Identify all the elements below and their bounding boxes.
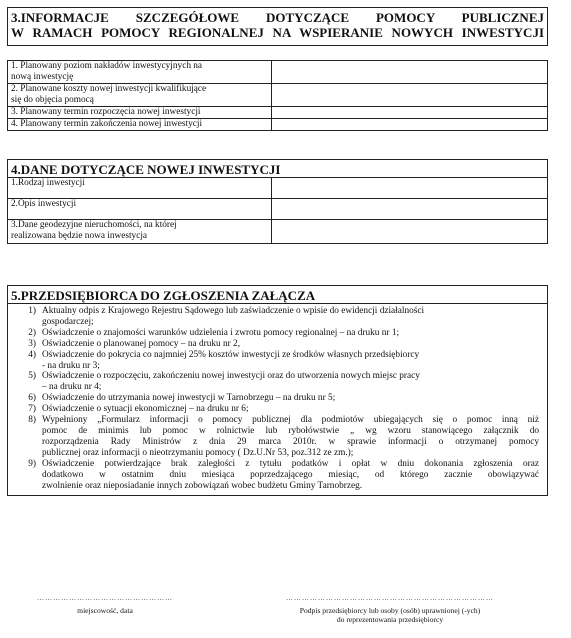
attachments-list [8, 304, 548, 496]
value-cell[interactable] [272, 178, 548, 199]
item-line: Oświadczenie potwierdzające brak zaległości z tytułu podatków i opłat w dniu dokonania zgłoszenia oraz [42, 458, 539, 469]
item-line: – na druku nr 4; [42, 382, 102, 393]
list-item [14, 459, 539, 492]
item-line: Oświadczenie o znajomości warunków udzielenia i zwrotu pomocy regionalnej – na druku nr 1; [42, 327, 400, 338]
section-3-title-line2: W RAMACH POMOCY REGIONALNEJ NA WSPIERANIE NOWYCH INWESTYCJI [11, 25, 544, 40]
spacer [8, 46, 548, 61]
item-number: 7) [28, 404, 36, 415]
item-number: 1) [28, 306, 36, 316]
item-number: 9) [28, 458, 36, 469]
item-number: 4) [28, 349, 36, 360]
place-date-label: miejscowość, data [77, 605, 133, 615]
row-label-line: 3. Planowany termin rozpoczęcia nowej inwestycji [11, 107, 201, 117]
list-item [14, 415, 539, 459]
value-cell[interactable] [272, 84, 548, 107]
row-label [8, 61, 272, 84]
row-label [8, 199, 272, 220]
signature-label-line1: Podpis przedsiębiorcy lub osoby (osób) uprawnionej (-ych) [299, 605, 481, 615]
item-line: Oświadczenie o sytuacji ekonomicznej – na druku nr 6; [42, 404, 249, 415]
list-item [14, 350, 539, 372]
row-label [8, 178, 272, 199]
row-label-line: 3.Dane geodezyjne nieruchomości, na której [11, 220, 177, 230]
row-label-line: realizowana będzie nowa inwestycja [11, 231, 148, 241]
row-label [8, 220, 272, 244]
section-5-title: 5.PRZEDSIĘBIORCA DO ZGŁOSZENIA ZAŁĄCZA [11, 288, 316, 303]
item-number: 2) [28, 327, 36, 338]
item-line: - na druku nr 3; [42, 360, 100, 371]
item-line: dodatkowo w ostatnim dniu miesiąca poprzedzającego miesiąc, od którego zacznie obowiązywać [42, 469, 539, 480]
section-3-table [7, 7, 548, 131]
section-3-header [8, 8, 548, 46]
signature-label-line2: do reprezentowania przedsiębiorcy [336, 615, 444, 624]
row-label-line: 2.Opis inwestycji [11, 199, 77, 209]
value-cell[interactable] [272, 107, 548, 119]
value-cell[interactable] [272, 220, 548, 244]
item-line: rozporządzenia Rady Ministrów z dnia 29 marca 2010r. w sprawie informacji o otrzymanej pomocy [42, 436, 539, 447]
signature-dotted-line: …………………………………………………………………… [286, 594, 494, 602]
row-label-line: 1.Rodzaj inwestycji [11, 178, 85, 188]
item-line: zwolnienie oraz nieposiadanie innych zobowiązań wobec budżetu Gminy Tarnobrzeg. [42, 480, 363, 491]
item-line: Oświadczenie do pokrycia co najmniej 25% kosztów inwestycji ze środków własnych przedsiębiorcy [42, 349, 420, 360]
item-line: Aktualny odpis z Krajowego Rejestru Sądowego lub zaświadczenie o wpisie do ewidencji działalności [42, 306, 425, 316]
item-number: 5) [28, 371, 36, 382]
list-item [14, 393, 539, 404]
value-cell[interactable] [272, 119, 548, 131]
item-line: Oświadczenie o planowanej pomocy – na druku nr 2, [42, 338, 241, 349]
row-label-line: 2. Planowane koszty nowej inwestycji kwalifikujące [11, 84, 207, 94]
item-number: 8) [28, 415, 36, 426]
section-5-table [7, 285, 548, 496]
list-item [14, 339, 539, 350]
section-4-header [8, 160, 548, 178]
item-number: 3) [28, 338, 36, 349]
section-5-header [8, 286, 548, 304]
list-item [14, 371, 539, 393]
item-line: Wypełniony „Formularz informacji o pomocy publicznej dla podmiotów ubiegających się o pomoc inną niż [42, 415, 539, 426]
value-cell[interactable] [272, 199, 548, 220]
item-number: 6) [28, 393, 36, 404]
item-line: Oświadczenie o rozpoczęciu, zakończeniu nowej inwestycji oraz do utworzenia nowych miejsc pracy [42, 371, 420, 382]
item-line: Oświadczenie do utrzymania nowej inwestycji w Tarnobrzegu – na druku nr 5; [42, 393, 336, 404]
row-label-line: 4. Planowany termin zakończenia nowej inwestycji [11, 119, 203, 129]
list-item [14, 328, 539, 339]
list-item [14, 404, 539, 415]
item-line: gospodarczej; [42, 316, 94, 327]
section-4-table [7, 159, 548, 244]
section-3-title-line1: 3.INFORMACJE SZCZEGÓŁOWE DOTYCZĄCE POMOCY PUBLICZNEJ [11, 10, 544, 25]
item-line: pomoc de minimis lub pomoc w rolnictwie lub rybołówstwie „ wg wzoru stanowiącego załącznik do [42, 425, 539, 436]
row-label [8, 107, 272, 119]
place-date-block [20, 594, 190, 615]
value-cell[interactable] [272, 61, 548, 84]
row-label-line: 1. Planowany poziom nakładów inwestycyjnych na [11, 61, 203, 71]
list-item [14, 306, 539, 328]
row-label [8, 119, 272, 131]
signature-block [230, 594, 550, 625]
item-line: publicznej oraz informacji o nieotrzymaniu pomocy ( Dz.U.Nr 53, poz.312 ze zm.); [42, 447, 354, 458]
section-4-title: 4.DANE DOTYCZĄCE NOWEJ INWESTYCJI [11, 162, 281, 177]
place-date-dotted-line: …………………………………………… [37, 594, 173, 602]
row-label-line: nową inwestycję [11, 72, 74, 82]
row-label-line: się do objęcia pomocą [11, 95, 94, 105]
row-label [8, 84, 272, 107]
